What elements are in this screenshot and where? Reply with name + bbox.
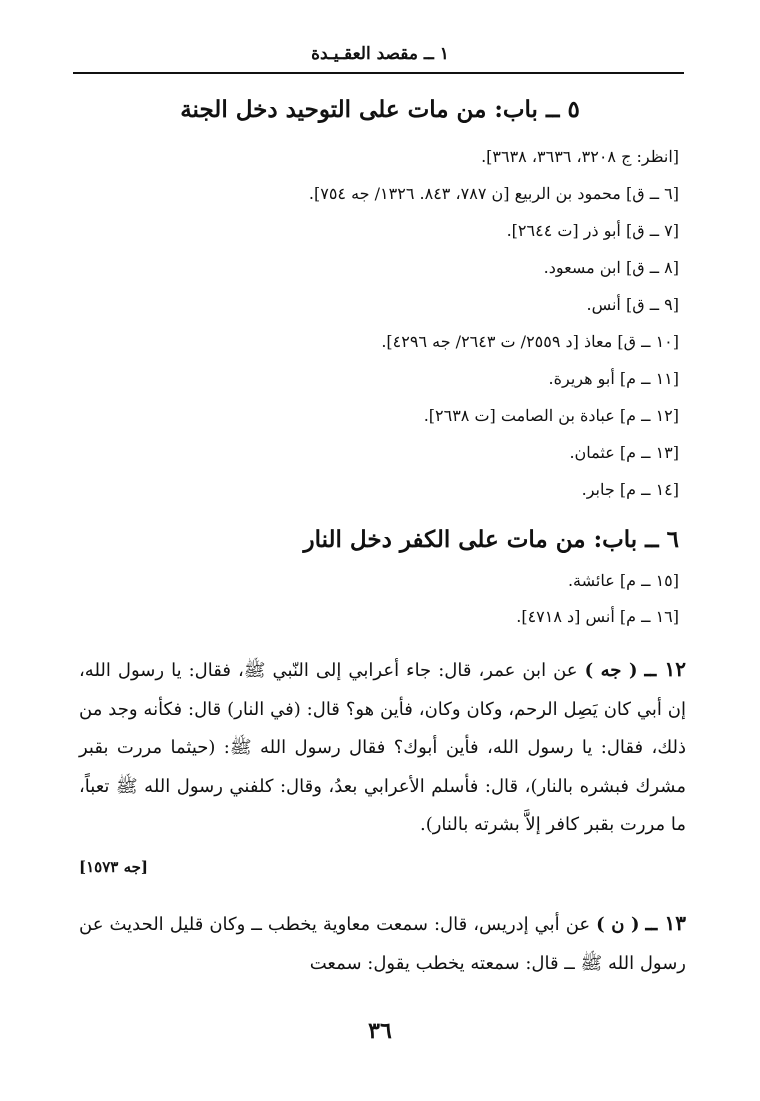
reference-line: [١٠ ــ ق] معاذ [د ٢٥٥٩/ ت ٢٦٤٣/ جه ٤٢٩٦]. xyxy=(381,332,679,351)
page-number: ٣٦ xyxy=(368,1018,392,1044)
reference-line: [٧ ــ ق] أبو ذر [ت ٢٦٤٤]. xyxy=(506,221,679,240)
hadith-source: ( ن ) xyxy=(596,914,640,935)
hadith-reference: [جه ١٥٧٣] xyxy=(79,858,148,876)
hadith-number: ١٣ ــ xyxy=(645,911,686,935)
reference-line: [١٤ ــ م] جابر. xyxy=(581,480,679,499)
reference-line: [١٣ ــ م] عثمان. xyxy=(569,443,679,462)
hadith-source: ( جه ) xyxy=(584,660,638,681)
hadith-12 xyxy=(79,650,686,845)
hadith-text: عن ابن عمر، قال: جاء أعرابي إلى النّبي ﷺ، فقال: يا رسول الله، إن أبي كان يَصِل الرحم، وكان وكان، فأين هو؟ قال: (في النار) قال: فكأنه وجد من ذلك، فقال: يا رسول الله، فأين أبوك؟ فقال رسول الله ﷺ: (حيثما مررت بقبر مشرك فبشره بالنار)، قال: فأسلم الأعرابي بعدُ، وقال: كلفني رسول الله ﷺ تعباً، ما مررت بقبر كافر إلاَّ بشرته بالنار). xyxy=(79,660,686,835)
hadith-number: ١٢ ــ xyxy=(644,657,686,681)
reference-line: [٨ ــ ق] ابن مسعود. xyxy=(543,258,679,277)
hadith-text: عن أبي إدريس، قال: سمعت معاوية يخطب ــ وكان قليل الحديث عن رسول الله ﷺ ــ قال: سمعته يخطب يقول: سمعت xyxy=(79,914,686,974)
reference-line: [١٢ ــ م] عبادة بن الصامت [ت ٢٦٣٨]. xyxy=(423,406,679,425)
reference-line: [١٦ ــ م] أنس [د ٤٧١٨]. xyxy=(516,607,679,626)
reference-line: [٦ ــ ق] محمود بن الربيع [ن ٧٨٧، ٨٤٣. ١٣٢٦/ جه ٧٥٤]. xyxy=(308,184,679,203)
chapter-5-title: ٥ ــ باب: من مات على التوحيد دخل الجنة xyxy=(180,96,580,123)
chapter-6-title: ٦ ــ باب: من مات على الكفر دخل النار xyxy=(303,526,679,553)
header-rule xyxy=(73,72,684,74)
reference-line: [٩ ــ ق] أنس. xyxy=(586,295,679,314)
running-header: ١ ــ مقصد العقـيـدة xyxy=(311,44,449,64)
reference-line: [١٥ ــ م] عائشة. xyxy=(567,571,679,590)
reference-line: [١١ ــ م] أبو هريرة. xyxy=(548,369,679,388)
reference-line: [انظر: ج ٣٢٠٨، ٣٦٣٦، ٣٦٣٨]. xyxy=(481,147,679,166)
hadith-13 xyxy=(79,904,686,983)
